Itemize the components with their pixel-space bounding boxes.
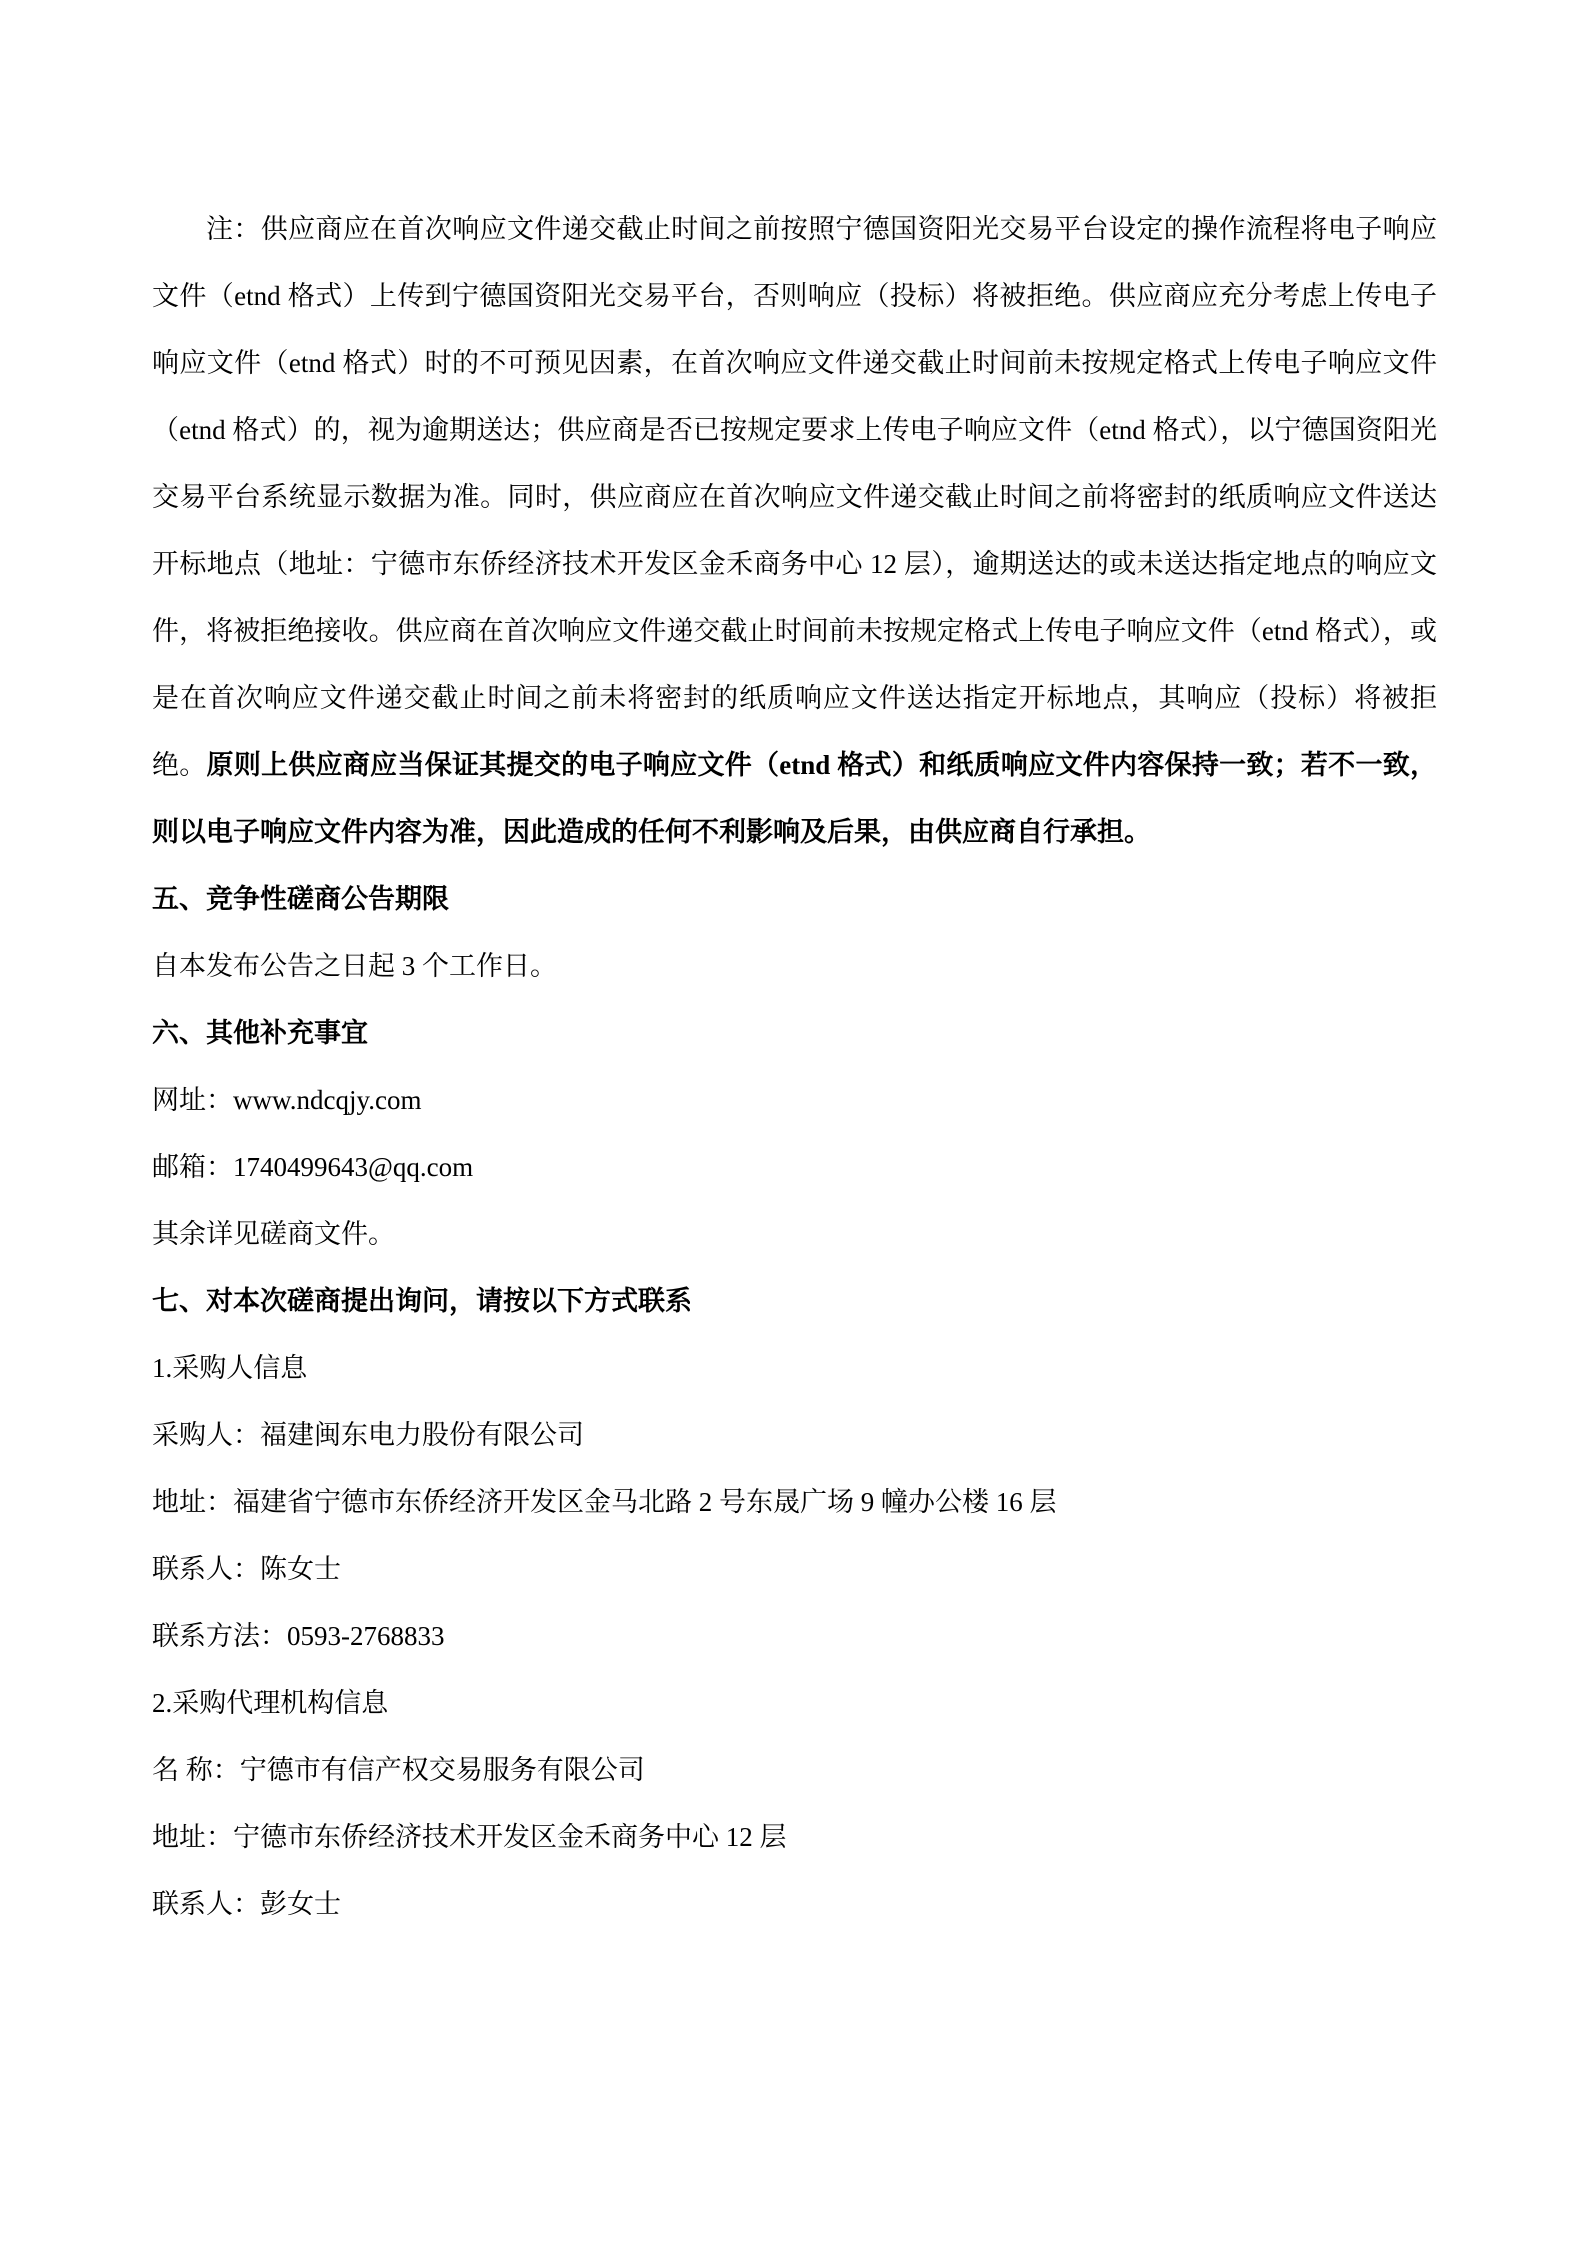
purchaser-info-title: 1.采购人信息 xyxy=(152,1353,308,1383)
note-paragraph xyxy=(152,196,1437,866)
purchaser-name-line: 采购人：福建闽东电力股份有限公司 xyxy=(152,1420,584,1450)
purchaser-phone-line: 联系方法：0593-2768833 xyxy=(152,1621,445,1651)
agency-info-title: 2.采购代理机构信息 xyxy=(152,1688,389,1718)
section-6-heading: 六、其他补充事宜 xyxy=(152,1018,368,1048)
agency-contact-line: 联系人：彭女士 xyxy=(152,1889,341,1919)
section-5-body: 自本发布公告之日起 3 个工作日。 xyxy=(152,951,557,981)
website-line: 网址：www.ndcqjy.com xyxy=(152,1085,422,1115)
note-bold-text: 原则上供应商应当保证其提交的电子响应文件（etnd 格式）和纸质响应文件内容保持一致；若不一致，则以电子响应文件内容为准，因此造成的任何不利影响及后果，由供应商自行承担。 xyxy=(152,750,1437,847)
email-line: 邮箱：1740499643@qq.com xyxy=(152,1152,474,1182)
document-content xyxy=(152,196,1437,1938)
see-document-line: 其余详见磋商文件。 xyxy=(152,1219,395,1249)
section-7-heading: 七、对本次磋商提出询问，请按以下方式联系 xyxy=(152,1286,692,1316)
purchaser-address-line: 地址：福建省宁德市东侨经济开发区金马北路 2 号东晟广场 9 幢办公楼 16 层 xyxy=(152,1487,1057,1517)
purchaser-contact-line: 联系人：陈女士 xyxy=(152,1554,341,1584)
section-5-heading: 五、竞争性磋商公告期限 xyxy=(152,884,449,914)
note-regular-text: 注：供应商应在首次响应文件递交截止时间之前按照宁德国资阳光交易平台设定的操作流程将电子响应文件（etnd 格式）上传到宁德国资阳光交易平台，否则响应（投标）将被拒绝。供应商应充分考虑上传电子响应文件（etnd 格式）时的不可预见因素，在首次响应文件递交截止时间前未按规定格式上传电子响应文件（etnd 格式）的，视为逾期送达；供应商是否已按规定要求上传电子响应文件（etnd 格式），以宁德国资阳光交易平台系统显示数据为准。同时，供应商应在首次响应文件递交截止时间之前将密封的纸质响应文件送达开标地点（地址：宁德市东侨经济技术开发区金禾商务中心 12 层），逾期送达的或未送达指定地点的响应文件，将被拒绝接收。供应商在首次响应文件递交截止时间前未按规定格式上传电子响应文件（etnd 格式），或是在首次响应文件递交截止时间之前未将密封的纸质响应文件送达指定开标地点，其响应（投标）将被拒绝。 xyxy=(152,214,1437,780)
agency-address-line: 地址：宁德市东侨经济技术开发区金禾商务中心 12 层 xyxy=(152,1822,787,1852)
agency-name-line: 名 称：宁德市有信产权交易服务有限公司 xyxy=(152,1755,645,1785)
